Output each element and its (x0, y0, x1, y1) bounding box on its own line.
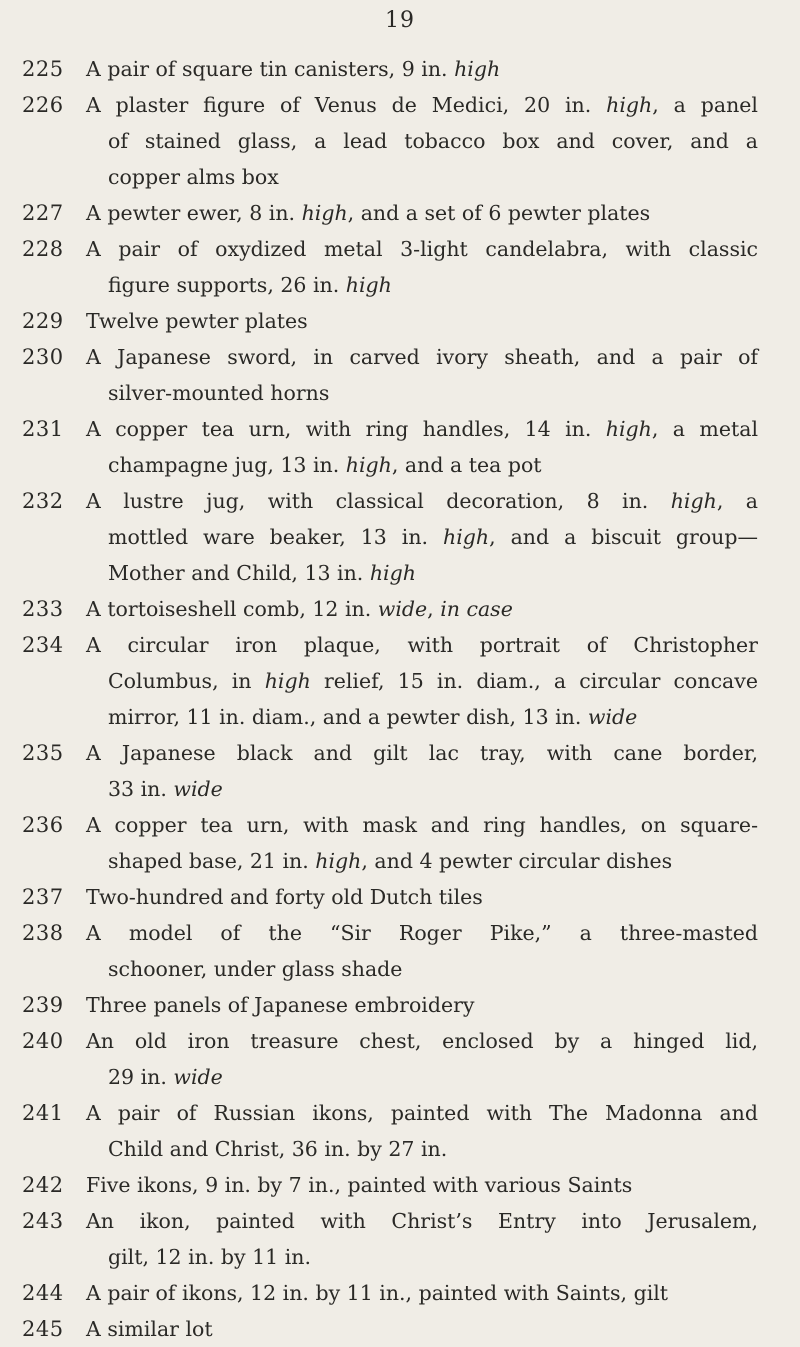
lot-entry (0, 339, 800, 411)
lot-description (86, 87, 758, 195)
description-line: Twelve pewter plates (86, 309, 308, 333)
description-line: mirror, 11 in. diam., and a pewter dish, 13 in. wide (108, 705, 638, 729)
description-line: A Japanese sword, in carved ivory sheath, and a pair of (86, 345, 758, 369)
description-line: A similar lot (86, 1317, 213, 1341)
description-line: A Japanese black and gilt lac tray, with cane border, (86, 741, 758, 765)
description-line: A lustre jug, with classical decoration, 8 in. high, a (86, 489, 758, 513)
description-line: Columbus, in high relief, 15 in. diam., a circular concave (108, 669, 758, 693)
description-line: A pewter ewer, 8 in. high, and a set of 6 pewter plates (86, 201, 651, 225)
lot-entry (0, 303, 800, 339)
description-line: shaped base, 21 in. high, and 4 pewter circular dishes (108, 849, 673, 873)
lot-description (86, 1275, 758, 1311)
lot-description (86, 591, 758, 627)
description-line: A model of the “Sir Roger Pike,” a three-masted (86, 921, 758, 945)
lot-entry (0, 51, 800, 87)
description-line: Child and Christ, 36 in. by 27 in. (108, 1137, 448, 1161)
lot-description (86, 483, 758, 591)
lot-entry (0, 1275, 800, 1311)
lot-number: 232 (22, 489, 64, 513)
lot-description (86, 1311, 758, 1347)
description-line: A copper tea urn, with ring handles, 14 in. high, a metal (86, 417, 759, 441)
lot-description (86, 987, 758, 1023)
description-line: figure supports, 26 in. high (108, 273, 392, 297)
lot-number: 241 (22, 1101, 64, 1125)
lot-number: 242 (22, 1173, 64, 1197)
description-line: A pair of oxydized metal 3-light candelabra, with classic (86, 237, 758, 261)
lot-entry (0, 87, 800, 195)
lot-number: 240 (22, 1029, 64, 1053)
lot-entry (0, 879, 800, 915)
lot-description (86, 231, 758, 303)
lot-number: 236 (22, 813, 64, 837)
description-line: schooner, under glass shade (108, 957, 403, 981)
lot-number: 233 (22, 597, 64, 621)
lot-description (86, 915, 758, 987)
lot-number: 226 (22, 93, 64, 117)
lot-list (0, 51, 800, 1347)
lot-description (86, 735, 758, 807)
description-line: A pair of ikons, 12 in. by 11 in., painted with Saints, gilt (86, 1281, 669, 1305)
lot-entry (0, 231, 800, 303)
description-line: mottled ware beaker, 13 in. high, and a biscuit group— (108, 525, 758, 549)
lot-entry (0, 987, 800, 1023)
description-line: champagne jug, 13 in. high, and a tea pot (108, 453, 542, 477)
lot-entry (0, 411, 800, 483)
description-line: A copper tea urn, with mask and ring handles, on square- (86, 813, 758, 837)
lot-description (86, 1095, 758, 1167)
lot-entry (0, 483, 800, 591)
lot-entry (0, 591, 800, 627)
lot-number: 231 (22, 417, 64, 441)
lot-description (86, 1203, 758, 1275)
lot-number: 230 (22, 345, 64, 369)
lot-number: 238 (22, 921, 64, 945)
lot-description (86, 51, 758, 87)
lot-number: 237 (22, 885, 64, 909)
description-line: of stained glass, a lead tobacco box and cover, and a (108, 129, 758, 153)
lot-entry (0, 1203, 800, 1275)
description-line: Three panels of Japanese embroidery (86, 993, 475, 1017)
lot-description (86, 411, 758, 483)
lot-number: 239 (22, 993, 64, 1017)
lot-description (86, 1023, 758, 1095)
lot-entry (0, 1311, 800, 1347)
lot-number: 228 (22, 237, 64, 261)
description-line: 33 in. wide (108, 777, 223, 801)
description-line: A circular iron plaque, with portrait of Christopher (86, 633, 758, 657)
lot-number: 235 (22, 741, 64, 765)
lot-number: 245 (22, 1317, 64, 1341)
description-line: 29 in. wide (108, 1065, 223, 1089)
lot-number: 244 (22, 1281, 64, 1305)
description-line: gilt, 12 in. by 11 in. (108, 1245, 311, 1269)
description-line: Mother and Child, 13 in. high (108, 561, 416, 585)
lot-description (86, 807, 758, 879)
lot-entry (0, 807, 800, 879)
lot-entry (0, 915, 800, 987)
lot-entry (0, 195, 800, 231)
lot-description (86, 303, 758, 339)
lot-entry (0, 627, 800, 735)
lot-entry (0, 1095, 800, 1167)
description-line: A pair of square tin canisters, 9 in. high (86, 57, 501, 81)
lot-description (86, 195, 758, 231)
description-line: A tortoiseshell comb, 12 in. wide, in case (86, 597, 513, 621)
description-line: A plaster figure of Venus de Medici, 20 in. high, a panel (86, 93, 758, 117)
description-line: Five ikons, 9 in. by 7 in., painted with various Saints (86, 1173, 633, 1197)
lot-entry (0, 735, 800, 807)
description-line: silver-mounted horns (108, 381, 330, 405)
lot-number: 225 (22, 57, 64, 81)
lot-number: 227 (22, 201, 64, 225)
description-line: An old iron treasure chest, enclosed by a hinged lid, (86, 1029, 758, 1053)
lot-description (86, 339, 758, 411)
lot-description (86, 879, 758, 915)
lot-description (86, 1167, 758, 1203)
lot-description (86, 627, 758, 735)
lot-entry (0, 1023, 800, 1095)
page-number: 19 (385, 8, 415, 33)
lot-number: 234 (22, 633, 64, 657)
lot-number: 229 (22, 309, 64, 333)
lot-number: 243 (22, 1209, 64, 1233)
description-line: copper alms box (108, 165, 279, 189)
lot-entry (0, 1167, 800, 1203)
description-line: An ikon, painted with Christ’s Entry into Jerusalem, (86, 1209, 758, 1233)
description-line: Two-hundred and forty old Dutch tiles (86, 885, 483, 909)
description-line: A pair of Russian ikons, painted with The Madonna and (86, 1101, 758, 1125)
